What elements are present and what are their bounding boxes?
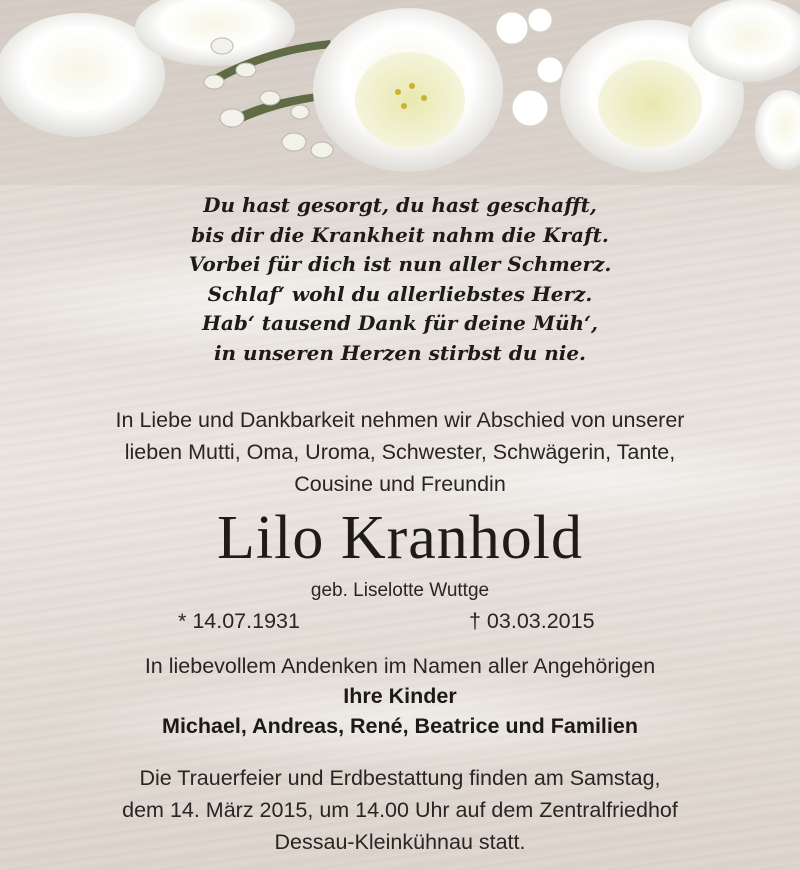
birth-name: geb. Liselotte Wuttge xyxy=(310,580,490,601)
birth-date: * 14.07.1931 xyxy=(178,609,300,633)
deceased-name: Lilo Kranhold xyxy=(217,504,583,572)
poem-line: Schlaf‘ wohl du allerliebstes Herz. xyxy=(207,281,593,306)
service-line: Dessau-Kleinkühnau statt. xyxy=(274,830,526,854)
intro-line: In Liebe und Dankbarkeit nehmen wir Abschied von unserer xyxy=(115,408,685,432)
white-flowers-decoration xyxy=(0,0,800,185)
intro-line: lieben Mutti, Oma, Uroma, Schwester, Schwägerin, Tante, xyxy=(124,440,676,464)
signoff-names: Michael, Andreas, René, Beatrice und Familien xyxy=(162,714,638,738)
poem-line: Hab‘ tausend Dank für deine Müh‘, xyxy=(202,311,598,335)
funeral-service-info xyxy=(0,762,800,858)
poem-line: Vorbei für dich ist nun aller Schmerz. xyxy=(188,252,612,276)
signoff-group: Ihre Kinder xyxy=(343,684,457,708)
intro-line: Cousine und Freundin xyxy=(294,472,506,496)
poem-line: Du hast gesorgt, du hast geschafft, xyxy=(203,193,597,217)
memorial-poem xyxy=(0,191,800,368)
poem-line: bis dir die Krankheit nahm die Kraft. xyxy=(191,222,609,247)
family-signoff xyxy=(0,651,800,741)
signoff-line: In liebevollem Andenken im Namen aller Angehörigen xyxy=(144,654,656,678)
death-date: † 03.03.2015 xyxy=(469,609,595,633)
farewell-intro xyxy=(0,404,800,500)
poem-line: in unseren Herzen stirbst du nie. xyxy=(213,340,587,365)
service-line: Die Trauerfeier und Erdbestattung finden am Samstag, xyxy=(139,766,661,790)
service-line: dem 14. März 2015, um 14.00 Uhr auf dem Zentralfriedhof xyxy=(122,798,678,822)
